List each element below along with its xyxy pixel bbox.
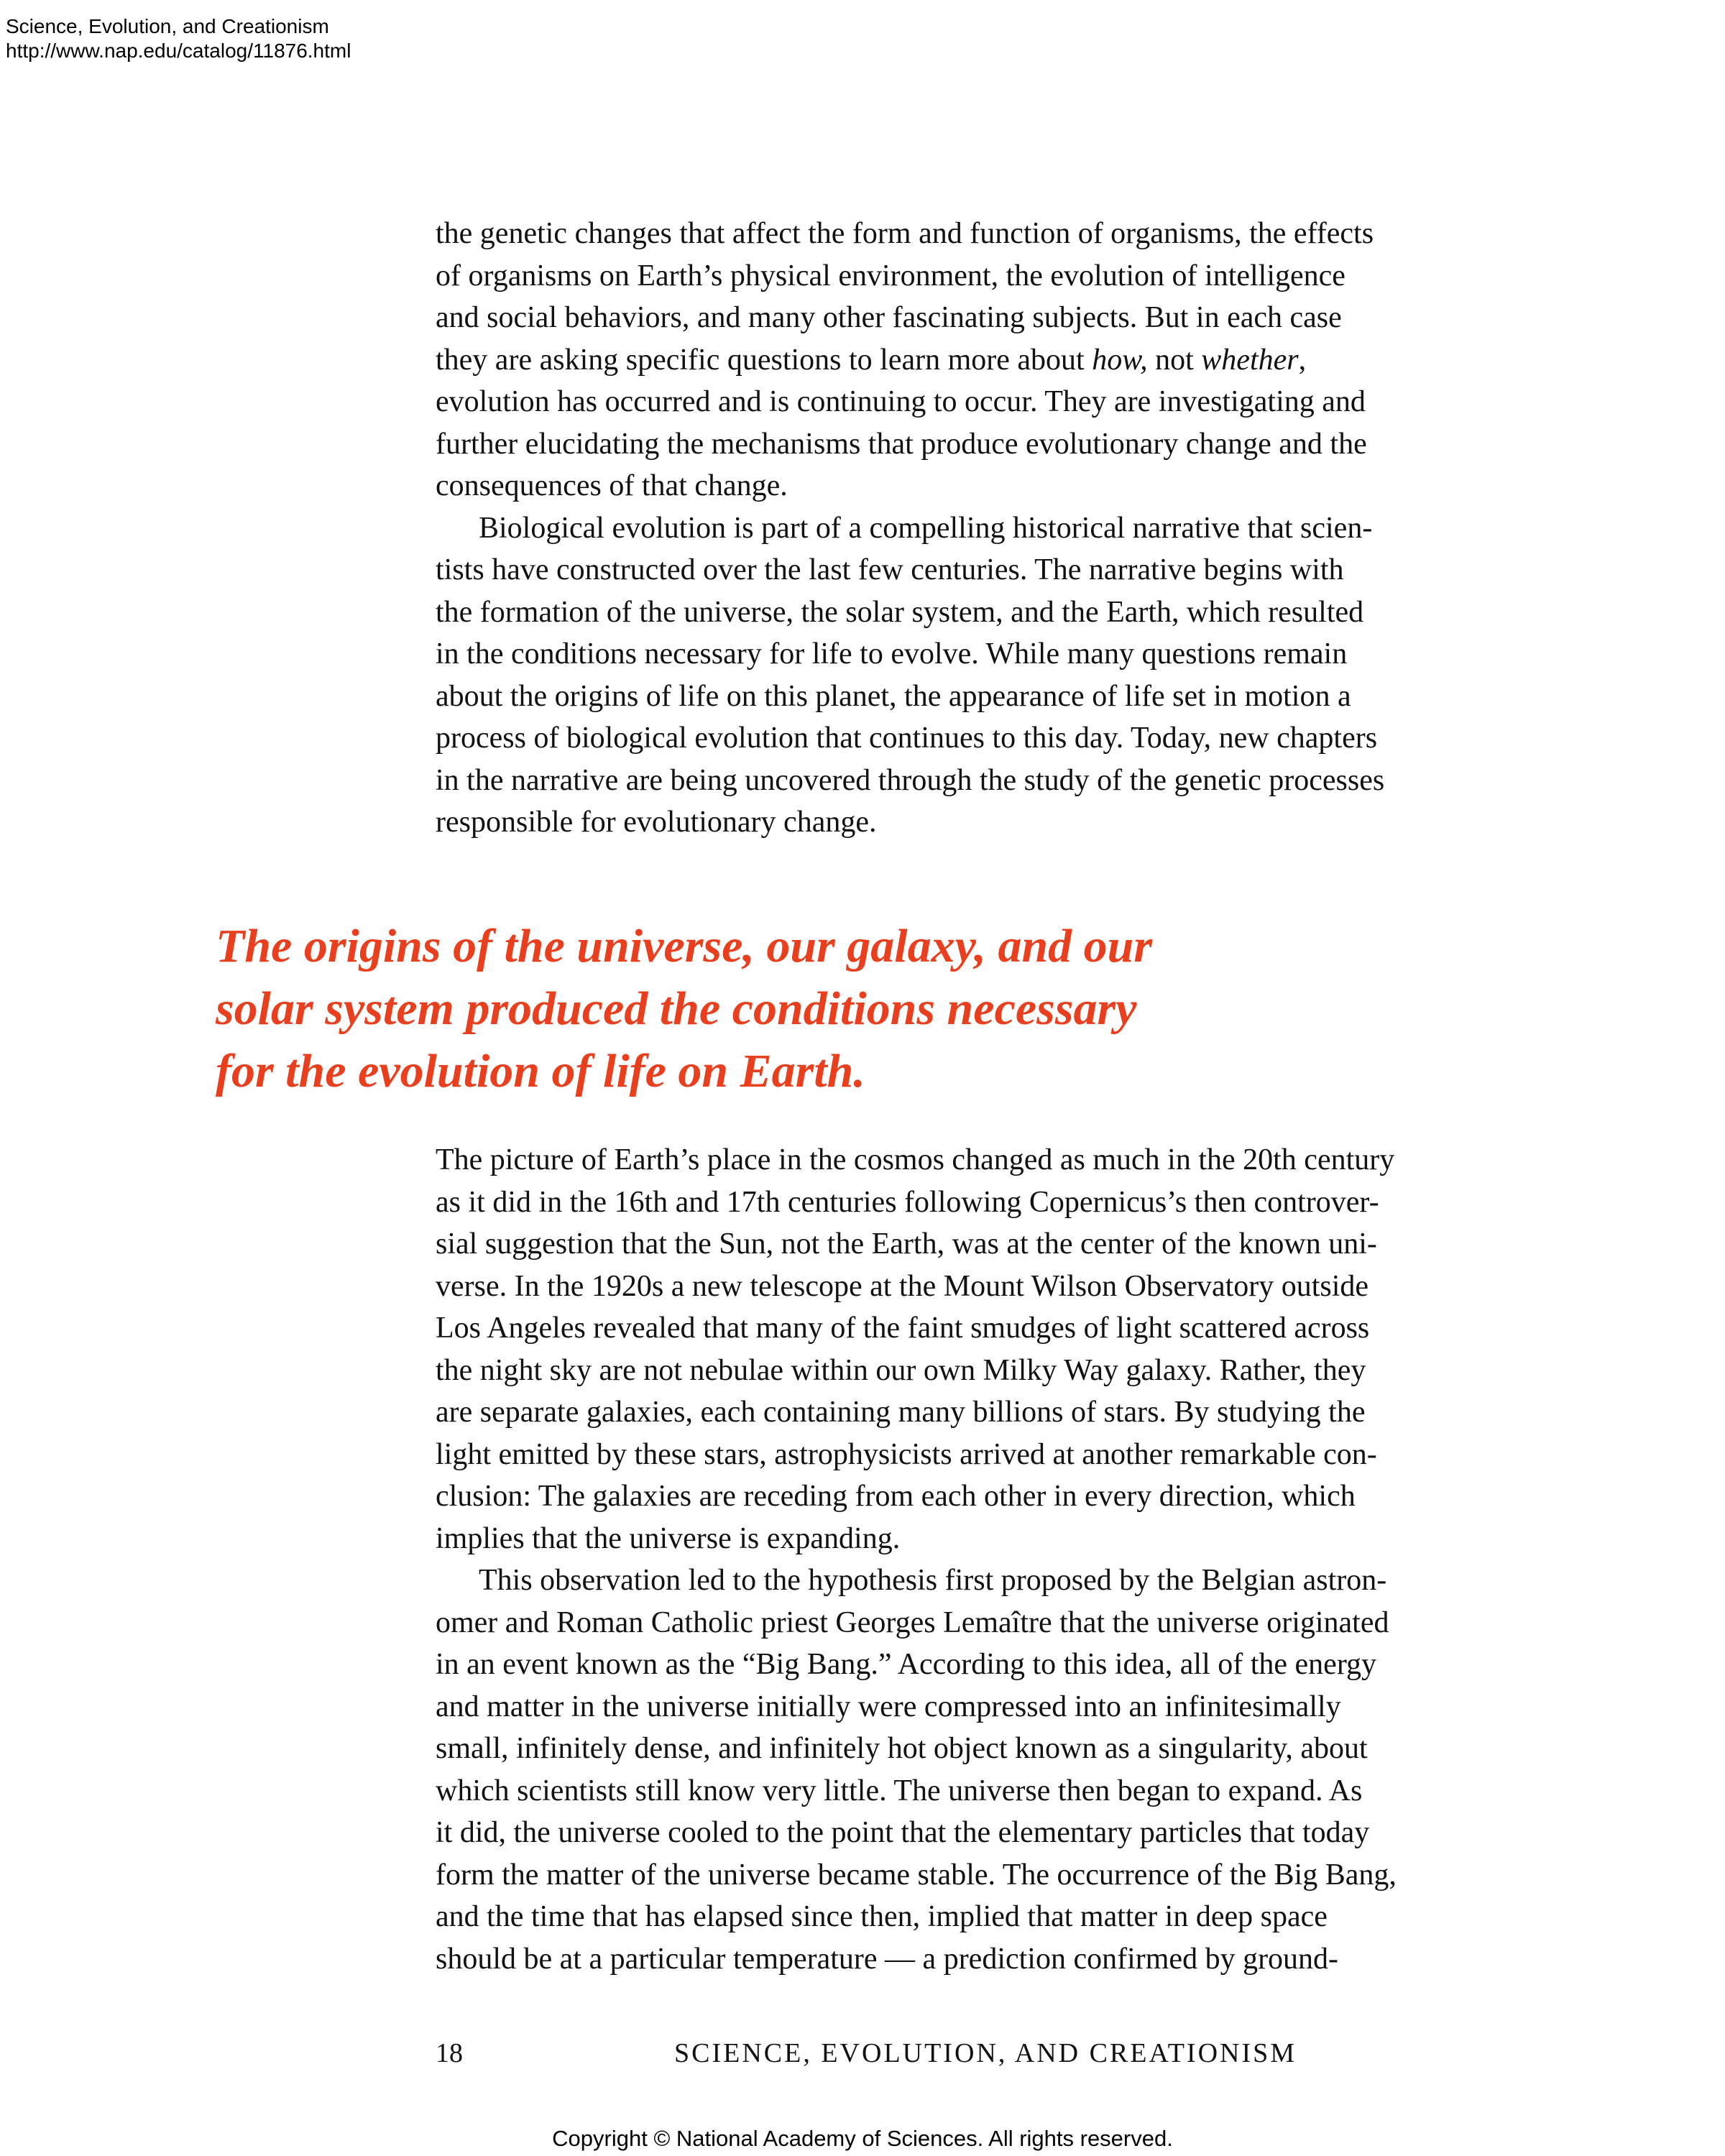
copyright-notice: Copyright © National Academy of Sciences. All rights reserved. [552,2126,1173,2151]
paragraph-2 [436,507,1515,844]
text-line: verse. In the 1920s a new telescope at the Mount Wilson Observatory outside [436,1269,1369,1303]
text-line: further elucidating the mechanisms that produce evolutionary change and the [436,427,1367,461]
text-line: responsible for evolutionary change. [436,806,877,839]
source-url: http://www.nap.edu/catalog/11876.html [6,40,351,62]
text-line: are separate galaxies, each containing many billions of stars. By studying the [436,1396,1366,1429]
running-title: SCIENCE, EVOLUTION, AND CREATIONISM [674,2038,1297,2068]
text-line: small, infinitely dense, and infinitely hot object known as a singularity, about [436,1732,1368,1765]
text-line: light emitted by these stars, astrophysicists arrived at another remarkable con- [436,1437,1377,1471]
text-line: the night sky are not nebulae within our own Milky Way galaxy. Rather, they [436,1353,1366,1387]
text-line: sial suggestion that the Sun, not the Earth, was at the center of the known uni- [436,1227,1377,1261]
pull-quote-line: for the evolution of life on Earth. [216,1045,865,1097]
paragraph-1 [436,213,1515,507]
paragraph-3 [436,1139,1515,1560]
text-line: Los Angeles revealed that many of the faint smudges of light scattered across [436,1312,1370,1345]
text-line: consequences of that change. [436,469,788,502]
source-title: Science, Evolution, and Creationism [6,15,329,37]
text-line: The picture of Earth’s place in the cosmos changed as much in the 20th century [436,1143,1395,1176]
text-line: which scientists still know very little. The universe then began to expand. As [436,1774,1363,1807]
page-number: 18 [436,2038,463,2068]
text-line: as it did in the 16th and 17th centuries following Copernicus’s then controver- [436,1185,1379,1219]
text-line: and social behaviors, and many other fascinating subjects. But in each case [436,301,1342,334]
paragraph-4 [436,1560,1515,1980]
text-line: in the narrative are being uncovered through the study of the genetic processes [436,763,1385,797]
text-line: of organisms on Earth’s physical environment, the evolution of intelligence [436,259,1346,292]
text-line: This observation led to the hypothesis first proposed by the Belgian astron- [479,1564,1387,1597]
text-line: Biological evolution is part of a compelling historical narrative that scien- [479,511,1373,545]
text-line: implies that the universe is expanding. [436,1521,901,1555]
pull-quote-line: The origins of the universe, our galaxy, and our [216,920,1153,972]
text-line: should be at a particular temperature — a prediction confirmed by ground- [436,1942,1339,1976]
pull-quote [216,915,1152,1102]
text-line: clusion: The galaxies are receding from each other in every direction, which [436,1480,1356,1513]
text-line: about the origins of life on this planet, the appearance of life set in motion a [436,679,1351,713]
text-line: form the matter of the universe became stable. The occurrence of the Big Bang, [436,1858,1397,1892]
emphasis-whether: whether [1201,343,1299,377]
text-line: process of biological evolution that continues to this day. Today, new chapters [436,722,1378,755]
text-line: the formation of the universe, the solar system, and the Earth, which resulted [436,595,1364,629]
text-line: and matter in the universe initially were compressed into an infinitesimally [436,1690,1341,1723]
text-line: omer and Roman Catholic priest Georges Lemaître that the universe originated [436,1606,1389,1639]
text-line: tists have constructed over the last few centuries. The narrative begins with [436,553,1344,586]
emphasis-how: how, [1092,343,1148,377]
text-line: evolution has occurred and is continuing to occur. They are investigating and [436,385,1366,418]
text-line: and the time that has elapsed since then, implied that matter in deep space [436,1900,1328,1933]
text-line: in the conditions necessary for life to evolve. While many questions remain [436,637,1348,671]
text-line: the genetic changes that affect the form and function of organisms, the effects [436,217,1374,250]
body-text-top [436,213,1515,844]
source-header [6,14,351,63]
text-line: they are asking specific questions to learn more about how, not whether, [436,343,1307,377]
body-text-bottom [436,1139,1515,1980]
text-line: in an event known as the “Big Bang.” According to this idea, all of the energy [436,1648,1377,1681]
pull-quote-line: solar system produced the conditions necessary [216,982,1137,1035]
text-line: it did, the universe cooled to the point that the elementary particles that today [436,1816,1370,1849]
